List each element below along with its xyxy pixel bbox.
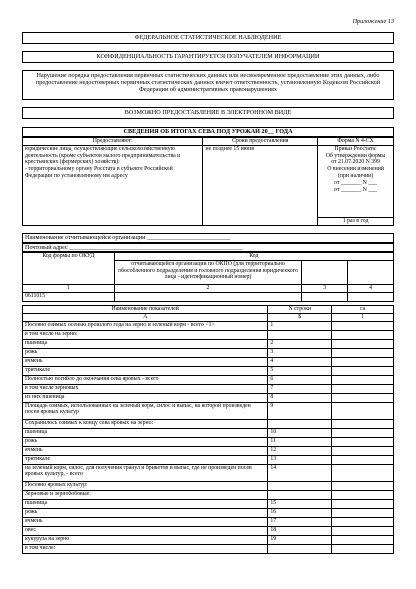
col-num-1: 1 xyxy=(23,284,115,292)
row-number: 9 xyxy=(268,402,332,419)
table-row xyxy=(23,366,394,375)
row-number: 8 xyxy=(268,393,332,402)
table-row xyxy=(23,384,394,393)
provides-header: Предоставляют: xyxy=(23,138,203,146)
hectares-value-field[interactable] xyxy=(332,490,394,499)
row-number: 13 xyxy=(268,455,332,464)
row-number: 6 xyxy=(268,375,332,384)
table-row xyxy=(23,428,394,437)
col-num-2: 2 xyxy=(114,284,302,292)
hectares-value-field[interactable] xyxy=(332,366,394,375)
okud-code: 0611015 xyxy=(23,292,115,301)
row-number: 18 xyxy=(268,526,332,535)
codes-table xyxy=(22,252,394,302)
indicator-name: Зерновые и зернобобовые: xyxy=(23,490,268,499)
row-number: 5 xyxy=(268,366,332,375)
indicator-name: тритикале xyxy=(23,366,268,375)
hectares-value-field[interactable] xyxy=(332,499,394,508)
row-number: 15 xyxy=(268,499,332,508)
okud-header: Код формы по ОКУД xyxy=(23,253,115,285)
hectares-value-field[interactable] xyxy=(332,437,394,446)
table-row xyxy=(23,402,394,419)
okpo-description: отчитывающейся организации по ОКПО (для территориально обособленного подразделения и головного подразделения юридического лица - идентификационный номер) xyxy=(114,260,302,284)
hectares-value-field[interactable] xyxy=(332,455,394,464)
table-row xyxy=(23,348,394,357)
row-number: 14 xyxy=(268,464,332,481)
indicator-name: Посевно яровых культур: xyxy=(23,481,268,490)
indicator-name: пшеница xyxy=(23,428,268,437)
indicator-name: тритикале xyxy=(23,455,268,464)
indicator-name: в том числе: xyxy=(23,544,268,553)
indicator-name: на зеленый корм, силос, для получения гранул и брикетов и выпас, где не произведен посев яровых культур, - всего xyxy=(23,464,268,481)
table-row xyxy=(23,321,394,330)
row-number: 16 xyxy=(268,508,332,517)
order-text: Приказ Росстата: Об утверждении формы от 21.07.2020 N 399 О внесении изменений (при наличии) от _______ N ___ от _______ N ___ xyxy=(318,145,394,217)
hectares-header: га xyxy=(332,306,394,314)
table-row xyxy=(23,535,394,544)
table-row xyxy=(23,437,394,446)
hectares-value-field[interactable] xyxy=(332,357,394,366)
row-number: 19 xyxy=(268,535,332,544)
row-number: 7 xyxy=(268,384,332,393)
confidentiality-banner: КОНФИДЕНЦИАЛЬНОСТЬ ГАРАНТИРУЕТСЯ ПОЛУЧАТЕЛЕМ ИНФОРМАЦИИ xyxy=(22,51,394,63)
table-row xyxy=(23,330,394,339)
table-row xyxy=(23,499,394,508)
hectares-value-field[interactable] xyxy=(332,321,394,330)
indicator-name: рожь xyxy=(23,437,268,446)
indicator-name: из них пшеница xyxy=(23,393,268,402)
table-row xyxy=(23,393,394,402)
indicator-name: ячмень xyxy=(23,357,268,366)
indicator-name: рожь xyxy=(23,508,268,517)
row-number-header: N строки xyxy=(268,306,332,314)
hectares-value-field[interactable] xyxy=(332,517,394,526)
sub-header-a: А xyxy=(23,313,268,321)
row-number: 12 xyxy=(268,446,332,455)
indicator-name: в том числе зерновых xyxy=(23,384,268,393)
hectares-value-field[interactable] xyxy=(332,526,394,535)
hectares-value-field[interactable] xyxy=(332,419,394,428)
table-row xyxy=(23,481,394,490)
indicator-name: Посевно озимых осенью прошлого года на зерно и зеленый корм - всего <1> xyxy=(23,321,268,330)
form-title: СВЕДЕНИЯ ОБ ИТОГАХ СЕВА ПОД УРОЖАЙ 20__ ГОДА xyxy=(22,127,394,137)
row-number xyxy=(268,419,332,428)
table-row xyxy=(23,464,394,481)
table-row xyxy=(23,455,394,464)
code-field-4[interactable] xyxy=(348,292,394,301)
table-row xyxy=(23,490,394,499)
table-row xyxy=(23,517,394,526)
hectares-value-field[interactable] xyxy=(332,393,394,402)
table-row xyxy=(23,544,394,553)
row-number: 10 xyxy=(268,428,332,437)
code-header: Код xyxy=(114,253,393,261)
okpo-code-field[interactable] xyxy=(114,292,302,301)
indicator-name: Площадь озимых, использованных на зеленый корм, силос и выпас, на которой произведен посев яровых культур xyxy=(23,402,268,419)
hectares-value-field[interactable] xyxy=(332,348,394,357)
row-number xyxy=(268,481,332,490)
code-field-3[interactable] xyxy=(302,292,348,301)
indicator-name: овес xyxy=(23,526,268,535)
table-row xyxy=(23,339,394,348)
table-row xyxy=(23,526,394,535)
row-number: 17 xyxy=(268,517,332,526)
table-row xyxy=(23,419,394,428)
table-row xyxy=(23,375,394,384)
indicator-name: рожь xyxy=(23,348,268,357)
sub-header-b: Б xyxy=(268,313,332,321)
deadline-text: не позднее 15 июня xyxy=(203,145,318,217)
hectares-value-field[interactable] xyxy=(332,508,394,517)
federal-observation-banner: ФЕДЕРАЛЬНОЕ СТАТИСТИЧЕСКОЕ НАБЛЮДЕНИЕ xyxy=(22,32,394,44)
hectares-value-field[interactable] xyxy=(332,464,394,481)
respondents-text: юридические лица, осуществляющие сельскохозяйственную деятельность (кроме субъектов малого предпринимательства и крестьянских (фермерских) хозяйств): - территориальному органу Росстата в субъекте Российской Федерации по установленному им адресу xyxy=(23,145,203,217)
row-number xyxy=(268,490,332,499)
hectares-value-field[interactable] xyxy=(332,481,394,490)
hectares-value-field[interactable] xyxy=(332,544,394,553)
indicator-name: ячмень xyxy=(23,517,268,526)
sub-header-1: 1 xyxy=(332,313,394,321)
row-number: 3 xyxy=(268,348,332,357)
hectares-value-field[interactable] xyxy=(332,446,394,455)
row-number xyxy=(268,544,332,553)
hectares-value-field[interactable] xyxy=(332,384,394,393)
frequency-text: 1 раз в год xyxy=(318,217,394,225)
indicator-name: Полностью погибло до окончания сева яровых - всего xyxy=(23,375,268,384)
indicator-name: пшеница xyxy=(23,339,268,348)
hectares-value-field[interactable] xyxy=(332,535,394,544)
row-number: 2 xyxy=(268,339,332,348)
table-row xyxy=(23,508,394,517)
indicators-table xyxy=(22,305,394,554)
col-num-3: 3 xyxy=(302,284,348,292)
form-header-table xyxy=(22,137,394,226)
row-number: 1 xyxy=(268,321,332,330)
indicator-name: Сохранилось озимых к концу сева яровых на зерно: xyxy=(23,419,268,428)
hectares-value-field[interactable] xyxy=(332,375,394,384)
deadline-header: Сроки предоставления xyxy=(203,138,318,146)
indicator-name: кукуруза на зерно xyxy=(23,535,268,544)
hectares-value-field[interactable] xyxy=(332,402,394,419)
col-num-4: 4 xyxy=(348,284,394,292)
row-number xyxy=(268,330,332,339)
indicator-name: пшеница xyxy=(23,499,268,508)
violation-notice: Нарушение порядка предоставления первичных статистических данных или несвоевременное предоставление этих данных, либо предоставление недостоверных первичных статистических данных влечет ответственность, установленную Кодексом Российской Федерации об административных правонарушениях xyxy=(22,70,394,100)
electronic-submission-banner: ВОЗМОЖНО ПРЕДОСТАВЛЕНИЕ В ЭЛЕКТРОННОМ ВИДЕ xyxy=(22,107,394,119)
postal-address-field[interactable]: Почтовый адрес ________________________________________________________ xyxy=(22,243,394,252)
hectares-value-field[interactable] xyxy=(332,339,394,348)
appendix-label: Приложение 13 xyxy=(352,18,394,25)
row-number: 11 xyxy=(268,437,332,446)
indicator-name-header: Наименование показателей xyxy=(23,306,268,314)
hectares-value-field[interactable] xyxy=(332,330,394,339)
form-number: Форма N 4-СХ xyxy=(318,138,394,146)
indicator-name: ячмень xyxy=(23,446,268,455)
org-name-field[interactable]: Наименование отчитывающейся организации ___________________________ xyxy=(22,233,394,243)
table-row xyxy=(23,446,394,455)
indicator-name: в том числе на зерно: xyxy=(23,330,268,339)
row-number: 4 xyxy=(268,357,332,366)
hectares-value-field[interactable] xyxy=(332,428,394,437)
table-row xyxy=(23,357,394,366)
